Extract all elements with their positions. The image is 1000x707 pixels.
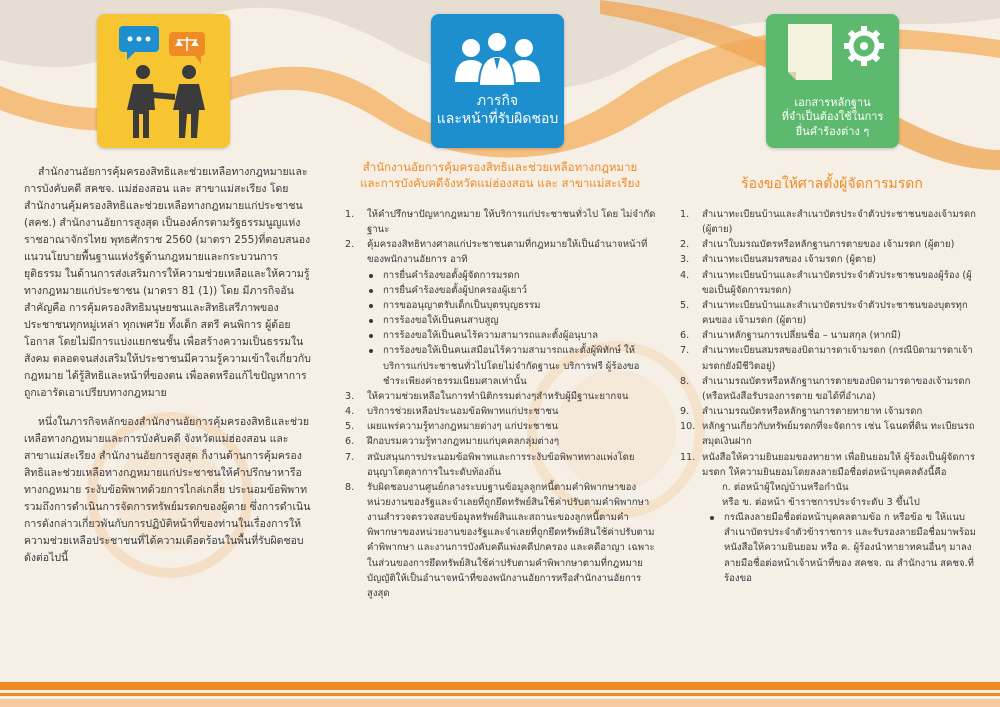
mission-item: 1. ให้คำปรึกษาปัญหากฎหมาย ให้บริการแก่ประชาชนทั่วไป โดย ไม่จำกัดฐานะ: [345, 209, 656, 236]
tile-documents-title-line3: ยื่นคำร้องต่าง ๆ: [795, 124, 870, 138]
left-column: [24, 164, 314, 567]
tile-mission-title-line2: และหน้าที่รับผิดชอบ: [436, 111, 559, 128]
witness-option-a: ก. ต่อหน้าผู้ใหญ่บ้านหรือกำนัน: [722, 481, 849, 493]
mission-sub-item: การร้องขอให้เป็นคนเสมือนไร้ความสามารถและตั้งผู้พิทักษ์ ให้บริการแก่ประชาชนทั่วไปโดยไม่จำกัดฐานะ บริการฟรี ผู้ร้องขอชำระเพียงค่าธรรมเนียมศาลเท่านั้น: [361, 343, 657, 388]
mission-list: [345, 207, 657, 601]
document-item: 7. สำเนาทะเบียนสมรสของบิดามารดาเจ้ามรดก (กรณีบิดามารดาเจ้ามรดกยังมีชีวิตอยู่): [680, 345, 973, 372]
document-item: 3. สำเนาทะเบียนสมรสของ เจ้ามรดก (ผู้ตาย): [680, 254, 876, 266]
mission-item: 6. ฝึกอบรมความรู้ทางกฎหมายแก่บุคคลกลุ่มต่างๆ: [345, 436, 559, 448]
tile-documents: [766, 14, 899, 148]
three-officers-icon: [431, 20, 564, 90]
witness-option-b: หรือ ข. ต่อหน้า ข้าราชการประจำระดับ 3 ขึ้นไป: [722, 496, 920, 508]
tile-mission: [431, 14, 564, 148]
mission-item: 5. เผยแพร่ความรู้ทางกฎหมายต่างๆ แก่ประชาชน: [345, 421, 559, 433]
footer-bar-light: [0, 699, 1000, 707]
witness-note-list: [702, 510, 980, 586]
document-item: 2. สำเนาใบมรณบัตรหรือหลักฐานการตายของ เจ้ามรดก (ผู้ตาย): [680, 239, 955, 251]
mission-sub-item: การร้องขอให้เป็นคนไร้ความสามารถและตั้งผู้อนุบาล: [361, 328, 657, 343]
documents-list: [680, 207, 980, 586]
document-item: 11. หนังสือให้ความยินยอมของทายาท เพื่อยินยอมให้ ผู้ร้องเป็นผู้จัดการมรดก ให้ความยินยอมโดยลงลายมือชื่อต่อหน้าบุคคลดังนี้คือ ก. ต่อหน้าผู้ใหญ่บ้านหรือกำนัน หรือ ข. ต่อหน้า ข้าราชการประจำระดับ 3 ขึ้นไป กรณีลงลายมือชื่อต่อหน้าบุคคลตามข้อ ก หรือข้อ ข ให้แนบสำเนาบัตรประจำตัวข้าราชการ และรับรองลายมือชื่อมาพร้อมหนังสือให้ความยินยอม หรือ ค. ผู้ร้องนำทายาทคนอื่นๆ มาลงลายมือชื่อต่อหน้าเจ้าหน้าที่ของ สคชจ. ณ สำนักงาน สคชจ.ที่ร้องขอ: [680, 450, 980, 586]
tile-documents-title-line1: เอกสารหลักฐาน: [794, 96, 871, 109]
tile-mission-title-line1: ภารกิจ: [476, 93, 519, 109]
document-item: 1. สำเนาทะเบียนบ้านและสำเนาบัตรประจำตัวประชาชนของเจ้ามรดก (ผู้ตาย): [680, 209, 976, 236]
document-item: 10. หลักฐานเกี่ยวกับทรัพย์มรดกที่จะจัดการ เช่น โฉนดที่ดิน ทะเบียนรถ สมุดเงินฝาก: [680, 421, 975, 448]
mission-item: 2. คุ้มครองสิทธิทางศาลแก่ประชาชนตามที่กฎหมายให้เป็นอำนาจหน้าที่ของพนักงานอัยการ อาทิ การยื่นคำร้องขอตั้งผู้จัดการมรดก การยื่นคำร้องขอตั้งผู้ปกครองผู้เยาว์ การขออนุญาตรับเด็กเป็นบุตรบุญธรรม การร้องขอให้เป็นคนสาบสูญ การร้องขอให้เป็นคนไร้ความสามารถและตั้งผู้อนุบาล การร้องขอให้เป็นคนเสมือนไร้ความสามารถและตั้งผู้พิทักษ์ ให้บริการแก่ประชาชนทั่วไปโดยไม่จำกัดฐานะ บริการฟรี ผู้ร้องขอชำระเพียงค่าธรรมเนียมศาลเท่านั้น: [345, 237, 657, 389]
witness-note: กรณีลงลายมือชื่อต่อหน้าบุคคลตามข้อ ก หรือข้อ ข ให้แนบสำเนาบัตรประจำตัวข้าราชการ และรับรองลายมือชื่อมาพร้อมหนังสือให้ความยินยอม หรือ ค. ผู้ร้องนำทายาทคนอื่นๆ มาลงลายมือชื่อต่อหน้าเจ้าหน้าที่ของ สคชจ. ณ สำนักงาน สคชจ.ที่ร้องขอ: [702, 510, 980, 586]
two-people-discussing-law-icon: [97, 14, 230, 148]
footer-bar-orange: [0, 682, 1000, 690]
tile-documents-title-line2: ที่จำเป็นต้องใช้ในการ: [781, 110, 884, 124]
documents-heading: ร้องขอให้ศาลตั้งผู้จัดการมรดก: [741, 176, 923, 192]
mission-sub-list: [361, 268, 657, 389]
footer-bar-orange-thin: [0, 693, 1000, 696]
mission-sub-item: การยื่นคำร้องขอตั้งผู้ปกครองผู้เยาว์: [361, 283, 657, 298]
intro-paragraph-2: หนึ่งในภารกิจหลักของสำนักงานอัยการคุ้มครองสิทธิและช่วยเหลือทางกฎหมายและการบังคับคดี จังหวัดแม่ฮ่องสอน และ สาขาแม่สะเรียง สำนักงานอัยการสูงสุด ก็งานด้านการคุ้มครองสิทธิและช่วยเหลือทางกฎหมายแก่ประชาชนให้คำปรึกษาหารือทางกฎหมาย ระงับข้อพิพาทด้วยการไกล่เกลี่ย ประนอมข้อพิพาท รวมถึงการดำเนินการจัดการทรัพย์มรดกของผู้ตาย ซึ่งการดำเนินการดังกล่าวเกี่ยวพันกับการปฏิบัติหน้าที่ของท่านในเรื่องการให้ความช่วยเหลือประชาชนที่ได้ความเดือดร้อนในพื้นที่รับผิดชอบ ดังต่อไปนี้: [24, 416, 311, 564]
mission-sub-item: การยื่นคำร้องขอตั้งผู้จัดการมรดก: [361, 268, 657, 283]
document-gear-icon: [766, 18, 899, 98]
tile-mission-title: [431, 92, 564, 128]
mission-item: 3. ให้ความช่วยเหลือในการทำนิติกรรมต่างๆสำหรับผู้มีฐานะยากจน: [345, 390, 629, 402]
mission-sub-item: การขออนุญาตรับเด็กเป็นบุตรบุญธรรม: [361, 298, 657, 313]
document-item: 5. สำเนาทะเบียนบ้านและสำเนาบัตรประจำตัวประชาชนของบุตรทุกคนของ เจ้ามรดก (ผู้ตาย): [680, 299, 968, 327]
mission-item: 7. สนับสนุนการประนอมข้อพิพาทและการระงับข้อพิพาททางแพ่งโดยอนุญาโตตุลาการในระดับท้องถิ่น: [345, 451, 635, 478]
document-item: 4. สำเนาทะเบียนบ้านและสำเนาบัตรประจำตัวประชาชนของผู้ร้อง (ผู้ขอเป็นผู้จัดการมรดก): [680, 269, 972, 296]
mission-item: 4. บริการช่วยเหลือประนอมข้อพิพาทแก่ประชาชน: [345, 406, 559, 418]
document-item: 6. สำเนาหลักฐานการเปลี่ยนชื่อ – นามสกุล (หากมี): [680, 330, 901, 342]
document-item: 8. สำเนามรณบัตรหรือหลักฐานการตายของบิดามารดาของเจ้ามรดก (หรือหนังสือรับรองการตาย ขอได้ที่อำเภอ): [680, 375, 971, 402]
mission-item: 8. รับผิดชอบงานศูนย์กลางระบบฐานข้อมูลลูกหนี้ตามคำพิพากษาของหน่วยงานของรัฐและจำเลยที่ถูกยึดทรัพย์สินใช้ค่าปรับตามคำพิพากษางานสำรวจตรวจสอบข้อมูลทรัพย์สินและสถานะของลูกหนี้ตามคำพิพากษาของหน่วยงานของรัฐและจำเลยที่ถูกยึดทรัพย์สินใช้ค่าปรับตามคำพิพากษา และงานการบังคับคดีแพ่งคดีปกครอง และคดีอาญา เฉพาะในส่วนของการยึดทรัพย์สินใช้ค่าปรับตามคำพิพากษาตามที่กฎหมายบัญญัติให้เป็นอำนาจหน้าที่ของพนักงานอัยการหรือสำนักงานอัยการสูงสุด: [345, 481, 655, 599]
mission-sub-item: การร้องขอให้เป็นคนสาบสูญ: [361, 313, 657, 328]
document-item: 9. สำเนามรณบัตรหรือหลักฐานการตายทายาท เจ้ามรดก: [680, 406, 923, 418]
tile-documents-title: [766, 96, 899, 139]
intro-paragraph-1: สำนักงานอัยการคุ้มครองสิทธิและช่วยเหลือทางกฎหมายและการบังคับคดี สคชจ. แม่ฮ่องสอน และ สาขาแม่สะเรียง โดยสำนักงานคุ้มครองสิทธิและช่วยเหลือทางกฎหมายแก่ประชาชน (สคช.) สำนักงานอัยการสูงสุด เป็นองค์กรตามรัฐธรรมนูญแห่งราชอาณาจักรไทย พุทธศักราช 2560 (มาตรา 255)ที่ตอบสนองแนวนโยบายพื้นฐานแห่งรัฐด้านกฎหมายและกระบวนการยุติธรรม ในด้านการส่งเสริมการให้ความช่วยเหลือและให้ความรู้ทางกฎหมายแก่ประชาชน (มาตรา 81 (1)) โดย มีภารกิจอันสำคัญคือ การคุ้มครองสิทธิมนุษยชนและสิทธิเสรีภาพของประชาชนทุกหมู่เหล่า ทุกเพศวัย ทั้งเด็ก สตรี คนพิการ ผู้ด้อยโอกาส โดยไม่มีการแบ่งแยกชนชั้น เพื่อสร้างความเป็นธรรมในสังคม ตลอดจนส่งเสริมให้ประชาชนมีความรู้ความเข้าใจเกี่ยวกับกฎหมาย ได้รู้สิทธิและหน้าที่ของตน เพื่อลดหรือแก้ไขปัญหาการถูกเอารัดเอาเปรียบทางกฎหมาย: [24, 166, 311, 399]
tile-legal-aid: [97, 14, 230, 148]
mission-heading: [340, 160, 660, 191]
mission-heading-line2: และการบังคับคดีจังหวัดแม่ฮ่องสอน และ สาขาแม่สะเรียง: [360, 175, 640, 190]
mission-heading-line1: สำนักงานอัยการคุ้มครองสิทธิและช่วยเหลือทางกฎหมาย: [362, 160, 638, 174]
